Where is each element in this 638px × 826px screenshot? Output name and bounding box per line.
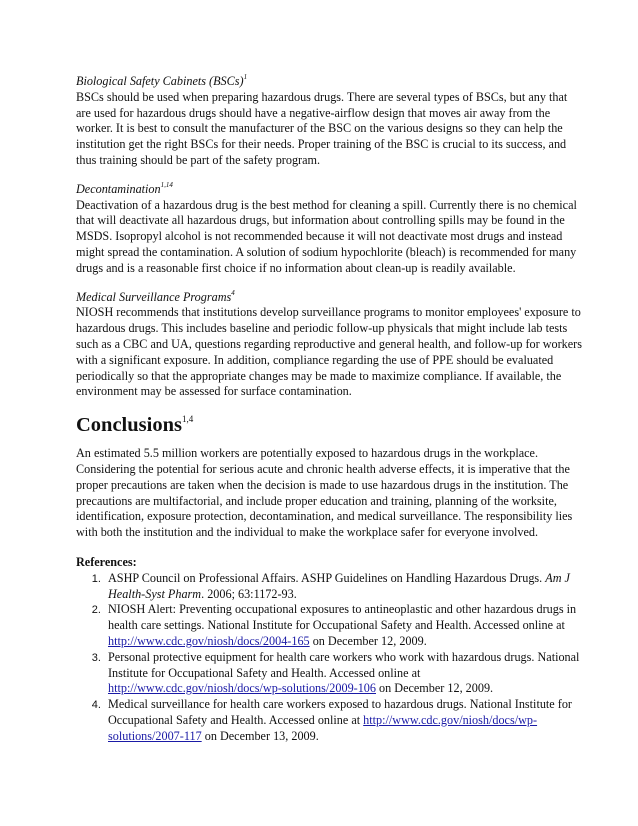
surveillance-section — [76, 290, 582, 401]
reference-link[interactable]: http://www.cdc.gov/niosh/docs/2004-165 — [108, 633, 310, 648]
conclusions-heading: Conclusions$^{1,4}$ — [76, 414, 194, 437]
journal-title: Am J Health-Syst Pharm — [108, 570, 570, 601]
references-section — [76, 555, 582, 745]
reference-link[interactable]: http://www.cdc.gov/niosh/docs/wp-solutions/2007-117 — [108, 712, 538, 743]
bscs-section — [76, 74, 582, 169]
decontamination-section — [76, 182, 582, 277]
bscs-body: BSCs should be used when preparing hazardous drugs. There are several types of BSCs, but any that are used for hazardous drugs should have a negative-airflow design that moves air away from the worker. It is best to consult the manufacturer of the BSC on the various designs so they can help the institution get the right BSCs for their needs. Proper training of the BSC is crucial to its success, and thus training should be part of the safety program. — [76, 89, 568, 167]
reference-item: 2. NIOSH Alert: Preventing occupational exposures to antineoplastic and other hazardous drugs in health care settings. National Institute for Occupational Safety and Health. Accessed online at http://www.cdc.gov/niosh/docs/2004-165 on December 12, 2009. — [104, 602, 582, 649]
conclusions-body: An estimated 5.5 million workers are potentially exposed to hazardous drugs in the workplace. Considering the potential for serious acute and chronic health adverse effects, it is imperative that the proper precautions are taken when the decision is made to use hazardous drugs in the institution. The precautions are multifactorial, and include proper education and training, planning of the worksite, identification, exposure protection, decontamination, and medical surveillance. The responsibility lies with both the institution and the individual to make the workplace safer for everyone involved. — [76, 446, 573, 540]
reference-item: 1. ASHP Council on Professional Affairs. ASHP Guidelines on Handling Hazardous Drugs. Am J Health-Syst Pharm. 2006; 63:1172-93. — [104, 571, 582, 603]
reference-link[interactable]: http://www.cdc.gov/niosh/docs/wp-solutions/2009-106 — [108, 681, 376, 696]
decontamination-body: Deactivation of a hazardous drug is the best method for cleaning a spill. Currently there is no chemical that will deactivate all hazardous drugs, but information about controlling spills may be found in the MSDS. Isopropyl alcohol is not recommended because it will not deactivate most drugs and instead might spread the contamination. A solution of sodium hypochlorite (bleach) is recommended for many drugs and is a reasonable first choice if no information about clean-up is readily available. — [76, 197, 577, 275]
surveillance-body: NIOSH recommends that institutions develop surveillance programs to monitor employees' exposure to hazardous drugs. This includes baseline and periodic follow-up physicals that might include lab tests such as a CBC and UA, questions regarding reproductive and general health, and follow-up for workers with a significant exposure. In addition, compliance regarding the use of PPE should be evaluated periodically so that the appropriate changes may be made to maximize compliance. If available, the environment may be assessed for surface contamination. — [76, 305, 582, 399]
decontamination-heading: Decontamination$^{1,14}$ — [76, 180, 173, 196]
references-list — [76, 571, 582, 745]
surveillance-heading: Medical Surveillance Programs$^4$ — [76, 288, 235, 304]
reference-item: 4. Medical surveillance for health care workers exposed to hazardous drugs. National Institute for Occupational Safety and Health. Accessed online at http://www.cdc.gov/niosh/docs/wp-solutions/2007-117 on December 13, 2009. — [104, 697, 582, 744]
references-heading: References: — [76, 554, 137, 569]
bscs-heading: Biological Safety Cabinets (BSCs)$^1$ — [76, 72, 248, 88]
reference-item: 3. Personal protective equipment for health care workers who work with hazardous drugs. National Institute for Occupational Safety and Health. Accessed online at http://www.cdc.gov/niosh/docs/wp-solutions/2009-106 on December 12, 2009. — [104, 650, 582, 697]
